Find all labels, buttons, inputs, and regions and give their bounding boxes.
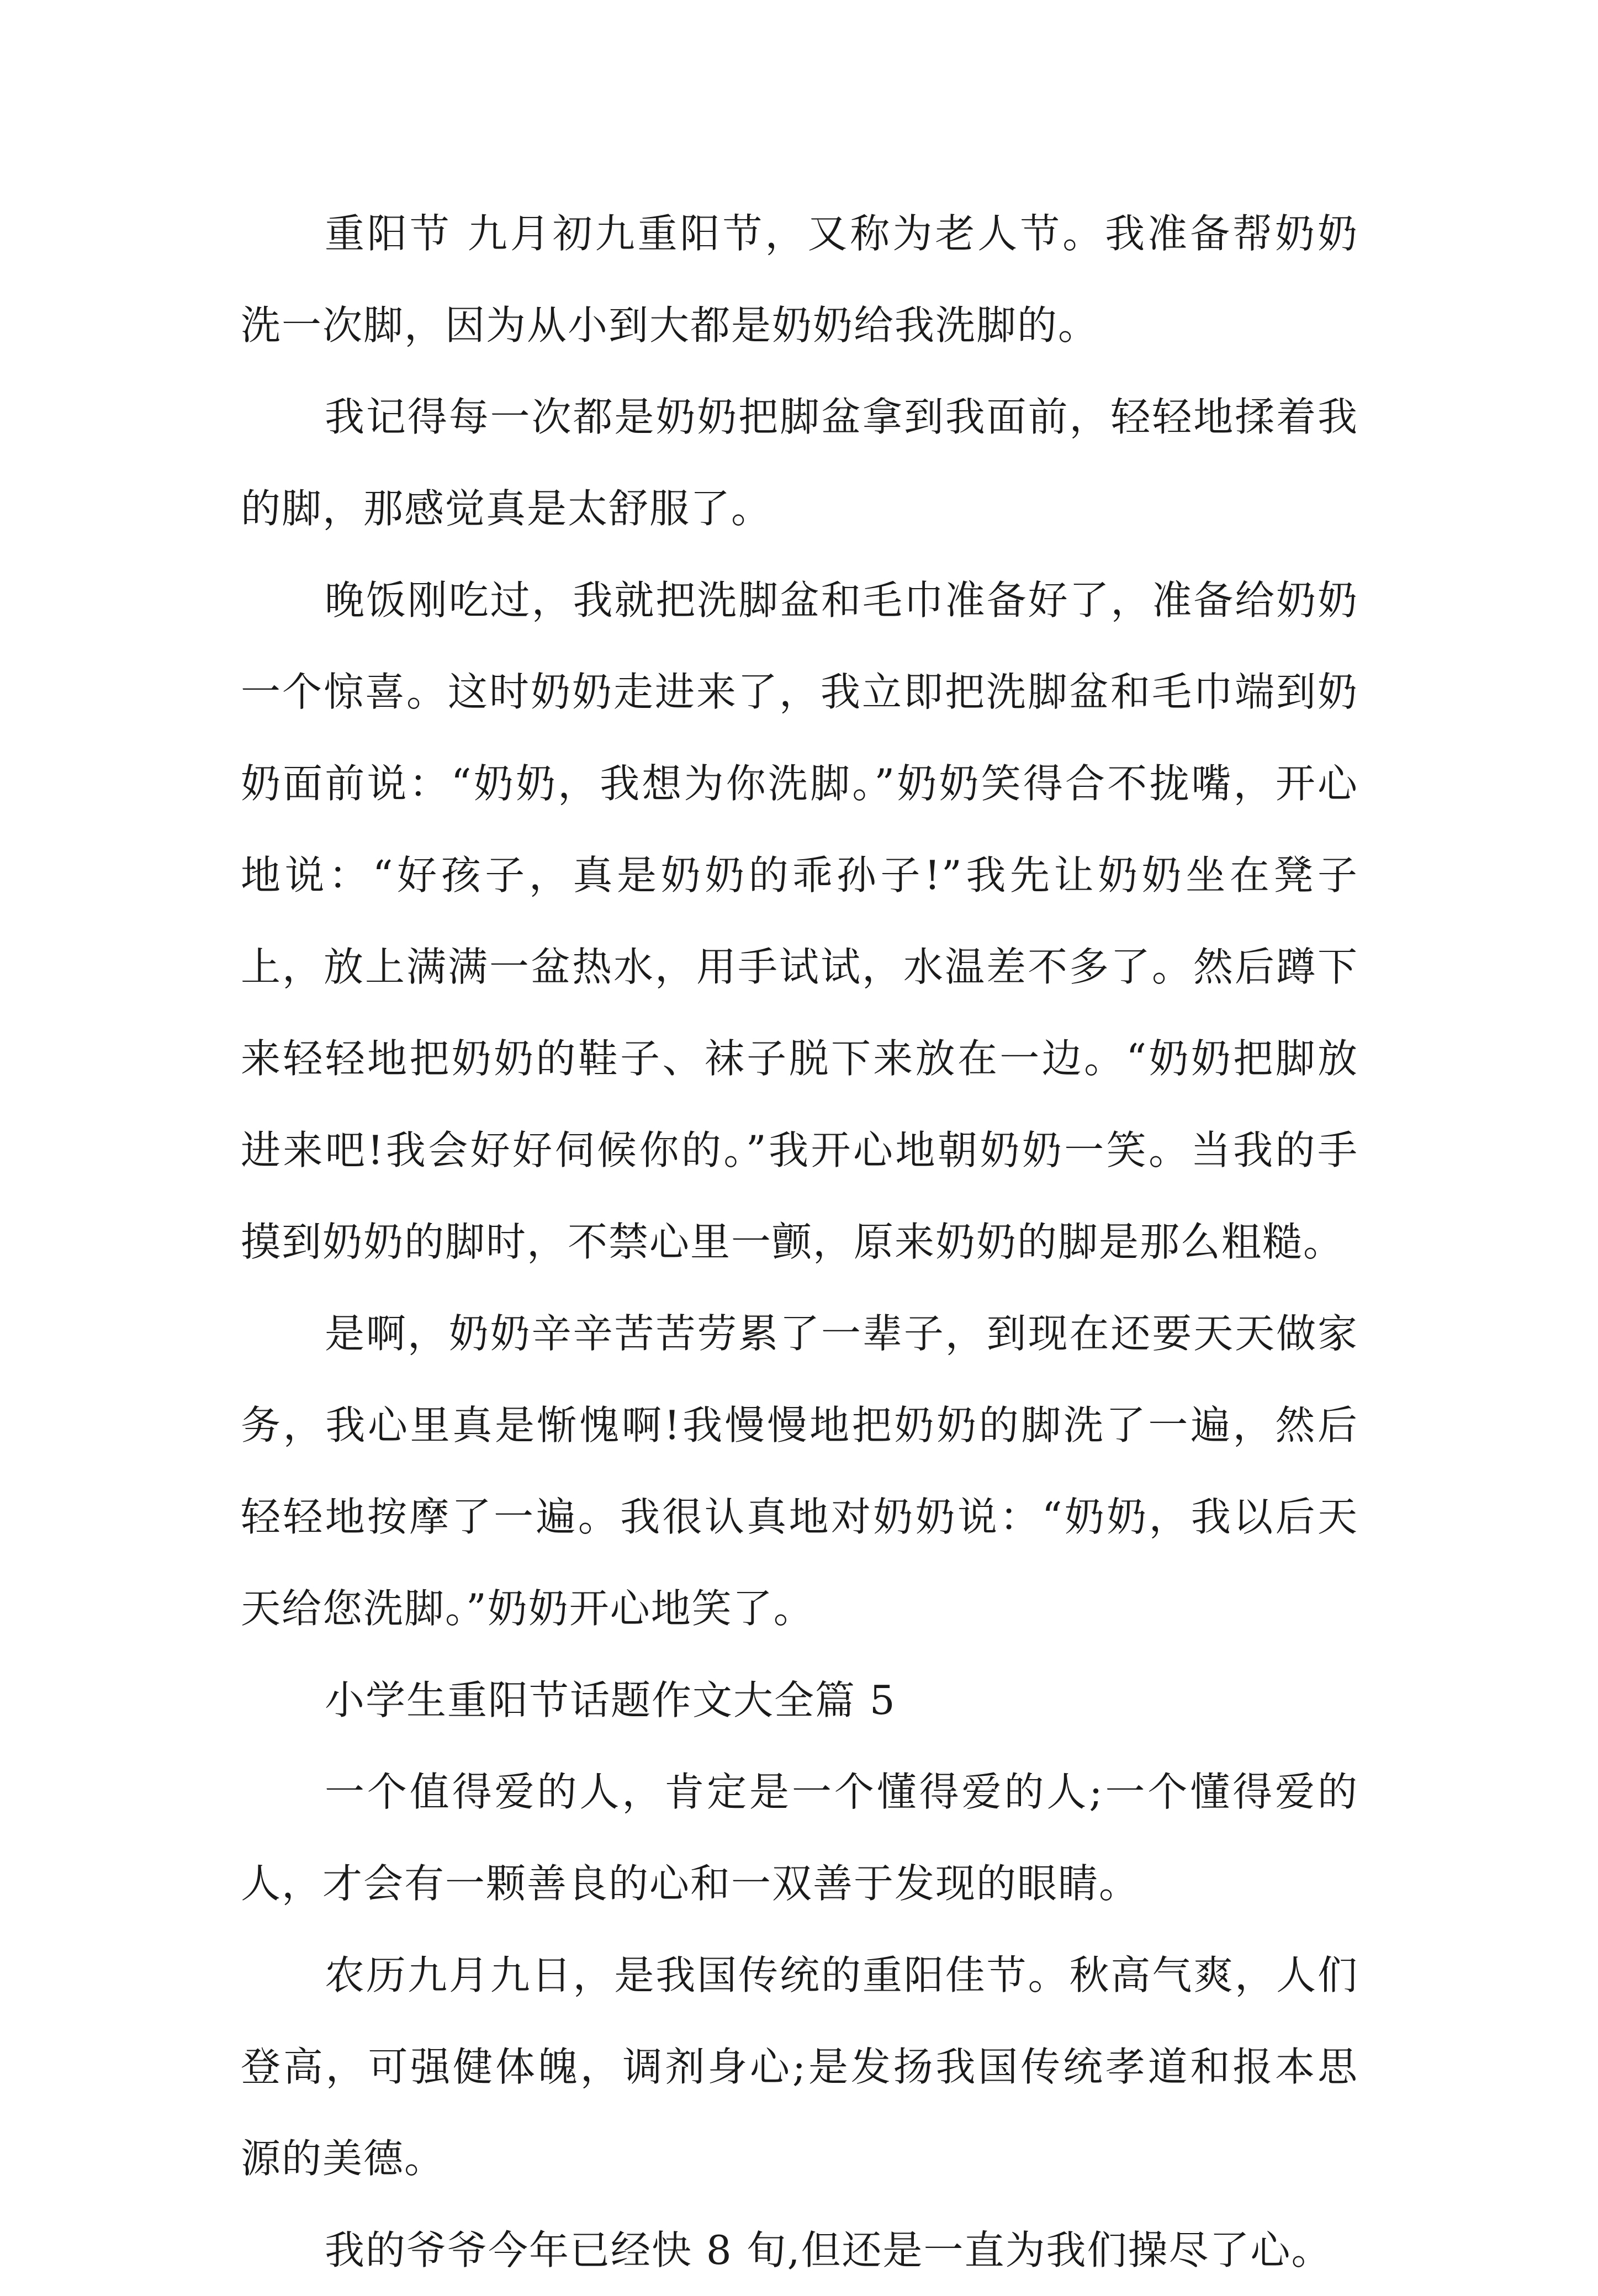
paragraph-6: 农历九月九日，是我国传统的重阳佳节。秋高气爽，人们登高，可强健体魄，调剂身心;是发扬我国传统孝道和报本思源的美德。 [241,1952,1358,2182]
paragraph-4: 是啊，奶奶辛辛苦苦劳累了一辈子，到现在还要天天做家务，我心里真是惭愧啊!我慢慢地把奶奶的脚洗了一遍，然后轻轻地按摩了一遍。我很认真地对奶奶说：“奶奶，我以后天天给您洗脚。”奶奶开心地笑了。 [241,1310,1358,1632]
paragraph-7: 我的爷爷今年已经快 8 旬,但还是一直为我们操尽了心。 [325,2227,1332,2273]
essay-body [241,188,1358,2296]
paragraph-3: 晚饭刚吃过，我就把洗脚盆和毛巾准备好了，准备给奶奶一个惊喜。这时奶奶走进来了，我立即把洗脚盆和毛巾端到奶奶面前说：“奶奶，我想为你洗脚。”奶奶笑得合不拢嘴，开心地说：“好孩子，真是奶奶的乖孙子!”我先让奶奶坐在凳子上，放上满满一盆热水，用手试试，水温差不多了。然后蹲下来轻轻地把奶奶的鞋子、袜子脱下来放在一边。“奶奶把脚放进来吧!我会好好伺候你的。”我开心地朝奶奶一笑。当我的手摸到奶奶的脚时，不禁心里一颤，原来奶奶的脚是那么粗糙。 [241,577,1358,1265]
paragraph-5: 一个值得爱的人，肯定是一个懂得爱的人;一个懂得爱的人，才会有一颗善良的心和一双善于发现的眼睛。 [241,1769,1358,1907]
section-heading: 小学生重阳节话题作文大全篇 5 [325,1677,896,1723]
paragraph-1: 重阳节 九月初九重阳节，又称为老人节。我准备帮奶奶洗一次脚，因为从小到大都是奶奶给我洗脚的。 [241,210,1358,348]
paragraph-2: 我记得每一次都是奶奶把脚盆拿到我面前，轻轻地揉着我的脚，那感觉真是太舒服了。 [241,394,1358,532]
